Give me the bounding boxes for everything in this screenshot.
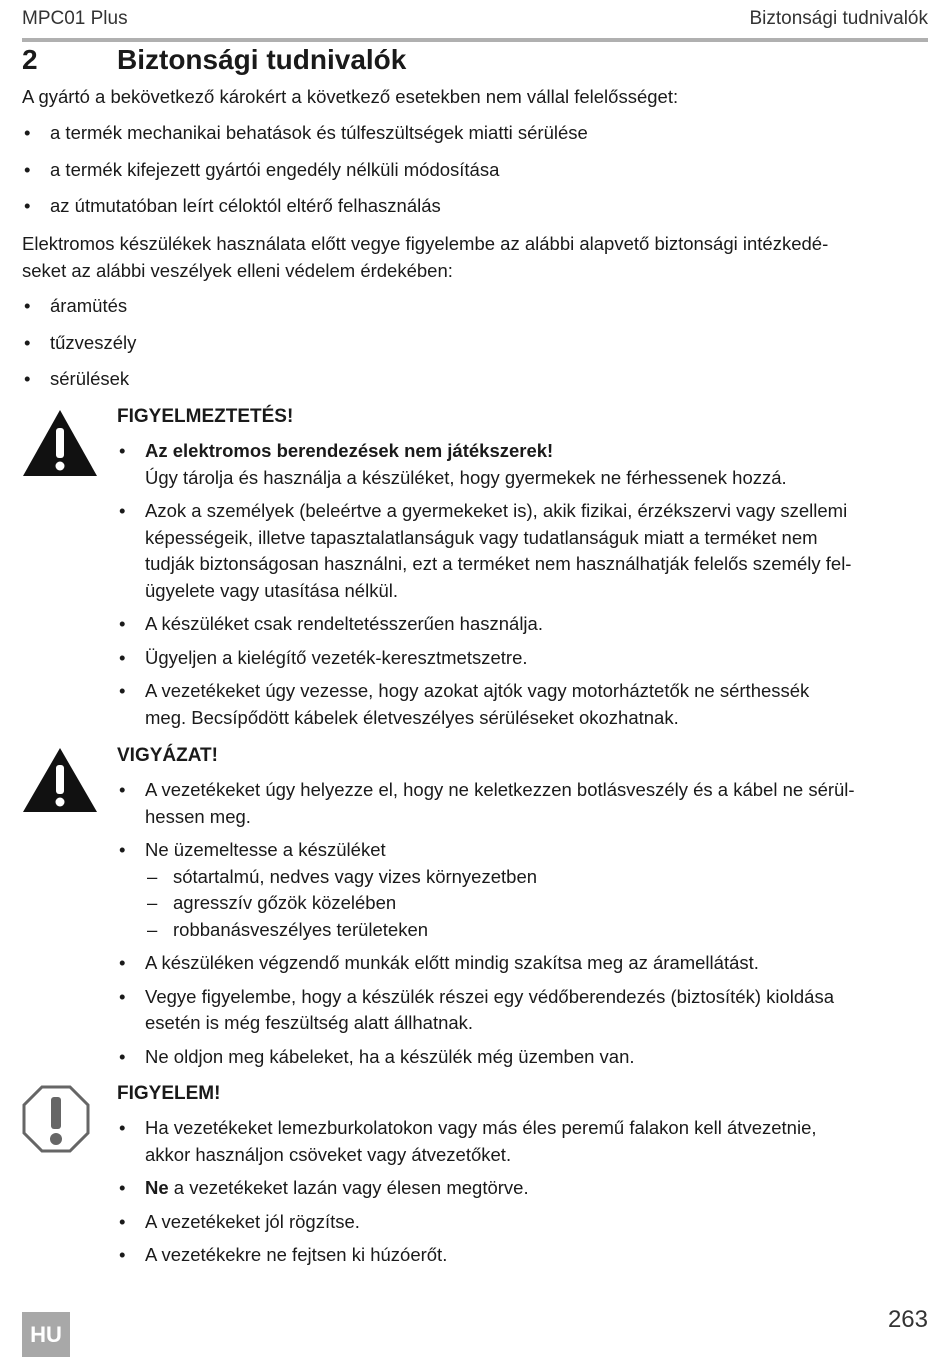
notice-octagon-icon	[22, 1085, 90, 1153]
item-line	[145, 1209, 928, 1236]
item-bold: Ne	[145, 1177, 169, 1198]
item-text: A készüléken végzendő munkák előtt mindig szakítsa meg az áramellátást.	[145, 952, 759, 973]
item-line	[145, 1115, 928, 1142]
item-text: tudják biztonságosan használni, ezt a terméket nem használhatják felelős személy fel-	[145, 553, 852, 574]
list-item: • a termék mechanikai behatások és túlfeszültségek miatti sérülése	[22, 120, 588, 147]
bullet: •	[119, 1244, 126, 1265]
block-title: FIGYELMEZTETÉS!	[117, 406, 294, 427]
item-line	[145, 705, 928, 732]
item-line	[145, 1175, 928, 1202]
header-rule	[22, 38, 928, 42]
warning-block	[117, 404, 928, 738]
bullet: •	[119, 440, 126, 461]
bullet: •	[119, 839, 126, 860]
bullet: •	[119, 613, 126, 634]
item-line	[145, 525, 928, 552]
notice-block	[117, 1081, 928, 1276]
item-line	[145, 1142, 928, 1169]
bullet: •	[119, 646, 126, 668]
list-item: • sérülések	[22, 366, 136, 393]
item-line	[145, 777, 928, 804]
bullet: •	[119, 1210, 126, 1232]
item-text: képességeik, illetve tapasztalatlanságuk vagy tudatlanságuk miatt a terméket nem	[145, 526, 818, 548]
item-text: a vezetékeket lazán vagy élesen megtörve.	[168, 1177, 529, 1198]
list-item	[117, 1115, 928, 1168]
item-heading: Az elektromos berendezések nem játékszerek!	[145, 440, 554, 461]
bullet: •	[119, 1117, 126, 1138]
item-line	[145, 1044, 928, 1071]
item-line	[145, 804, 928, 831]
paragraph-line: Elektromos készülékek használata előtt vegye figyelembe az alábbi alapvető biztonsági intézkedé-	[22, 233, 829, 254]
list-item	[117, 498, 928, 604]
language-badge: HU	[22, 1312, 70, 1357]
item-text: Úgy tárolja és használja a készüléket, hogy gyermekek ne férhessenek hozzá.	[145, 466, 787, 488]
item-text: hessen meg.	[145, 805, 251, 827]
sub-item	[145, 864, 928, 891]
list-item: • a termék kifejezett gyártói engedély nélküli módosítása	[22, 157, 588, 184]
item-text: A vezetékeket úgy helyezze el, hogy ne keletkezzen botlásveszély és a kábel ne sérül-	[145, 779, 855, 800]
item-text: Ne oldjon meg kábeleket, ha a készülék még üzemben van.	[145, 1045, 635, 1067]
bullet: •	[119, 680, 126, 701]
item-text: akkor használjon csöveket vagy átvezetőket.	[145, 1143, 512, 1165]
item-line	[145, 578, 928, 605]
list-item	[117, 777, 928, 830]
item-text: A vezetékeket úgy vezesse, hogy azokat ajtók vagy motorháztetők ne sérthessék	[145, 680, 810, 701]
sub-item	[145, 890, 928, 917]
dash: –	[147, 918, 158, 940]
item-text: Vegye figyelembe, hogy a készülék részei egy védőberendezés (biztosíték) kioldása	[145, 985, 834, 1007]
section-number: 2	[22, 44, 38, 75]
list-item	[117, 1209, 928, 1236]
dash: –	[147, 892, 158, 913]
item-line	[145, 465, 928, 492]
header-section: Biztonsági tudnivalók	[749, 8, 928, 29]
item-text: Ha vezetékeket lemezburkolatokon vagy más éles peremű falakon kell átvezetnie,	[145, 1117, 817, 1138]
item-text: esetén is még feszültség alatt állhatnak.	[145, 1012, 474, 1033]
intro-list	[22, 120, 588, 230]
item-line	[145, 551, 928, 578]
list-item	[117, 984, 928, 1037]
list-item: • tűzveszély	[22, 330, 136, 357]
item-text: Ne üzemeltesse a készüléket	[145, 839, 386, 860]
item-line	[145, 1010, 928, 1037]
warning-triangle-icon	[22, 408, 98, 478]
sub-item-text: sótartalmú, nedves vagy vizes környezetben	[173, 865, 538, 887]
list-item	[117, 678, 928, 731]
hazard-list	[22, 293, 136, 403]
item-text: A vezetékeket jól rögzítse.	[145, 1210, 360, 1232]
page-number: 263	[887, 1306, 928, 1333]
list-item	[117, 950, 928, 977]
intro-paragraph: A gyártó a bekövetkező károkért a következő esetekben nem vállal felelősséget:	[22, 86, 679, 107]
list-item	[117, 611, 928, 638]
item-line	[145, 837, 928, 864]
list-item	[117, 438, 928, 491]
block-title: VIGYÁZAT!	[117, 745, 218, 766]
item-line	[145, 1242, 928, 1269]
list-item: • áramütés	[22, 293, 136, 320]
dash: –	[147, 865, 158, 887]
sub-item-text: robbanásveszélyes területeken	[173, 918, 429, 940]
sub-item-text: agresszív gőzök közelében	[173, 892, 397, 913]
item-text: Ügyeljen a kielégítő vezeték-keresztmetszetre.	[145, 646, 528, 668]
header-product: MPC01 Plus	[22, 8, 128, 29]
block-title: FIGYELEM!	[117, 1083, 221, 1104]
list-item	[117, 837, 928, 943]
bullet: •	[119, 952, 126, 973]
item-text: Azok a személyek (beleértve a gyermekeket is), akik fizikai, érzékszervi vagy szellemi	[145, 500, 848, 521]
item-text: meg. Becsípődött kábelek életveszélyes sérüléseket okozhatnak.	[145, 706, 679, 728]
item-line	[145, 498, 928, 525]
item-line	[145, 645, 928, 672]
list-item	[117, 645, 928, 672]
bullet: •	[119, 985, 126, 1007]
section-title: Biztonsági tudnivalók	[117, 44, 407, 75]
caution-triangle-icon	[22, 746, 98, 814]
paragraph-line: seket az alábbi veszélyek elleni védelem érdekében:	[22, 259, 453, 281]
bullet: •	[119, 779, 126, 800]
item-line	[145, 950, 928, 977]
list-item	[117, 1044, 928, 1071]
list-item	[117, 1242, 928, 1269]
item-text: A vezetékekre ne fejtsen ki húzóerőt.	[145, 1244, 448, 1265]
bullet: •	[119, 1045, 126, 1067]
bullet: •	[119, 1177, 126, 1198]
item-line	[145, 984, 928, 1011]
item-line	[145, 678, 928, 705]
item-line	[145, 611, 928, 638]
bullet: •	[119, 500, 126, 521]
list-item: • az útmutatóban leírt céloktól eltérő felhasználás	[22, 193, 588, 220]
page-title	[22, 44, 406, 76]
list-item	[117, 1175, 928, 1202]
paragraph-2	[22, 231, 828, 284]
sub-item	[145, 917, 928, 944]
caution-block	[117, 743, 928, 1077]
item-text: ügyelete vagy utasítása nélkül.	[145, 579, 398, 601]
item-text: A készüléket csak rendeltetésszerűen használja.	[145, 613, 543, 634]
